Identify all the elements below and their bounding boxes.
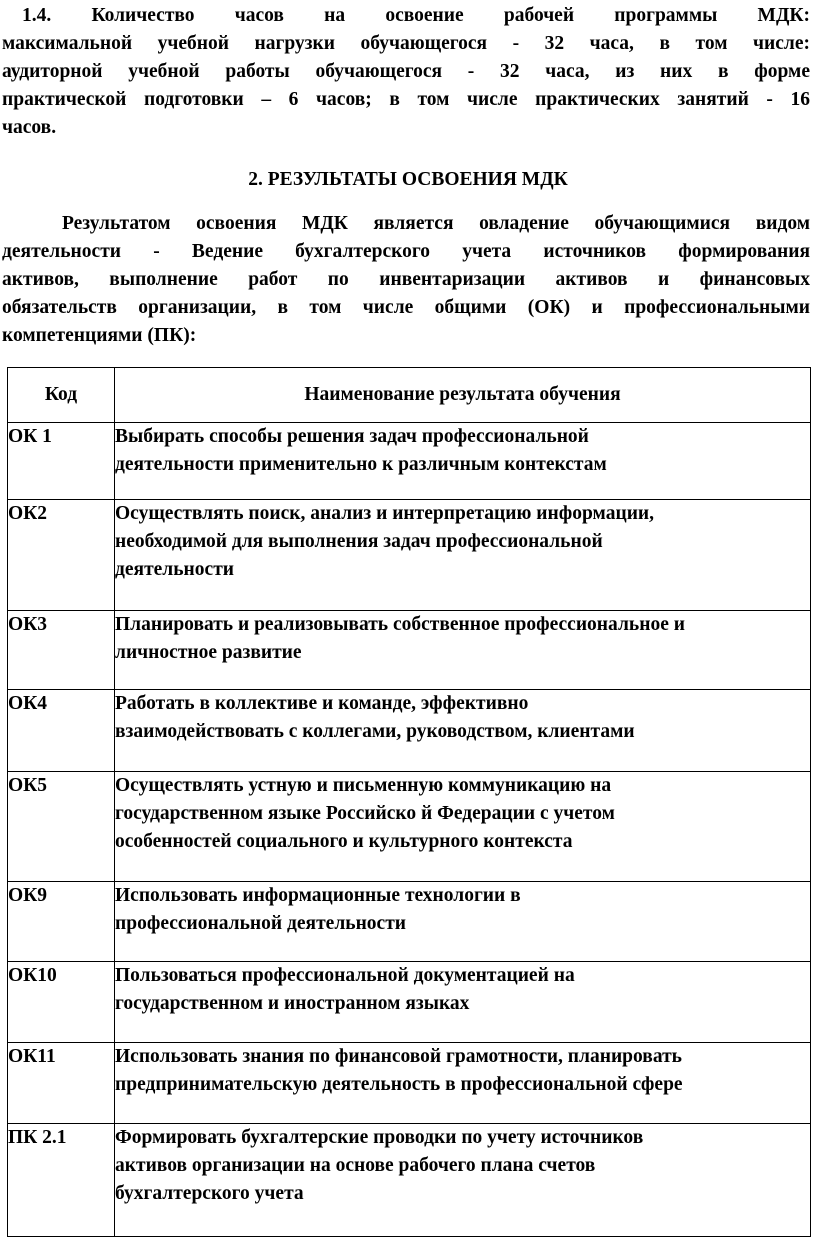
section-heading: 2. РЕЗУЛЬТАТЫ ОСВОЕНИЯ МДК xyxy=(248,169,568,190)
row-result xyxy=(115,500,811,611)
row-result xyxy=(115,772,811,882)
table-row xyxy=(8,423,811,500)
row-code: ОК9 xyxy=(8,882,115,962)
row-result-line: Формировать бухгалтерские проводки по учету источников xyxy=(115,1127,644,1148)
row-result-line: Осуществлять устную и письменную коммуникацию на xyxy=(115,775,612,796)
intro-paragraph xyxy=(2,2,810,142)
row-code: ОК3 xyxy=(8,611,115,690)
row-result-line: Пользоваться профессиональной документацией на xyxy=(115,965,575,986)
row-result-line: Выбирать способы решения задач профессиональной xyxy=(115,426,589,447)
results-line: активов, выполнение работ по инвентаризации активов и финансовых xyxy=(2,269,810,290)
row-result xyxy=(115,423,811,500)
intro-line: практической подготовки – 6 часов; в том числе практических занятий - 16 xyxy=(2,89,810,110)
table-row xyxy=(8,500,811,611)
row-result-line: взаимодействовать с коллегами, руководством, клиентами xyxy=(115,721,635,742)
row-result-line: государственном и иностранном языках xyxy=(115,993,470,1014)
row-result xyxy=(115,1043,811,1124)
header-result-name: Наименование результата обучения xyxy=(115,368,811,423)
intro-line: 1.4. Количество часов на освоение рабочей программы МДК: xyxy=(22,5,810,26)
table-header-row xyxy=(8,368,811,423)
intro-line: максимальной учебной нагрузки обучающегося - 32 часа, в том числе: xyxy=(2,33,810,54)
row-result-line: бухгалтерского учета xyxy=(115,1183,304,1204)
intro-line: аудиторной учебной работы обучающегося - 32 часа, из них в форме xyxy=(2,61,810,82)
row-result-line: особенностей социального и культурного контекста xyxy=(115,831,573,852)
table-row xyxy=(8,611,811,690)
row-code: ОК2 xyxy=(8,500,115,611)
row-code: ОК10 xyxy=(8,962,115,1043)
table-row xyxy=(8,962,811,1043)
row-result-line: профессиональной деятельности xyxy=(115,913,407,934)
table-row xyxy=(8,1043,811,1124)
results-line: деятельности - Ведение бухгалтерского учета источников формирования xyxy=(2,241,810,262)
row-code: ОК 1 xyxy=(8,423,115,500)
row-result-line: деятельности xyxy=(115,559,235,580)
row-result-line: предпринимательскую деятельность в профессиональной сфере xyxy=(115,1074,683,1095)
results-paragraph xyxy=(2,210,810,350)
results-line: компетенциями (ПК): xyxy=(2,325,197,346)
row-result-line: Осуществлять поиск, анализ и интерпретацию информации, xyxy=(115,503,655,524)
row-result-line: Планировать и реализовывать собственное профессиональное и xyxy=(115,614,685,635)
row-result-line: Использовать информационные технологии в xyxy=(115,885,521,906)
row-result-line: личностное развитие xyxy=(115,642,302,663)
table-row xyxy=(8,1124,811,1237)
row-code: ПК 2.1 xyxy=(8,1124,115,1237)
row-result xyxy=(115,611,811,690)
row-result-line: активов организации на основе рабочего плана счетов xyxy=(115,1155,596,1176)
header-code: Код xyxy=(8,368,115,423)
table-row xyxy=(8,772,811,882)
row-result-line: деятельности применительно к различным контекстам xyxy=(115,454,607,475)
competencies-table xyxy=(7,367,811,1237)
row-code: ОК5 xyxy=(8,772,115,882)
row-result-line: Использовать знания по финансовой грамотности, планировать xyxy=(115,1046,682,1067)
table-row xyxy=(8,882,811,962)
row-result-line: Работать в коллективе и команде, эффективно xyxy=(115,693,529,714)
table-row xyxy=(8,690,811,772)
row-code: ОК11 xyxy=(8,1043,115,1124)
results-line: Результатом освоения МДК является овладение обучающимися видом xyxy=(62,213,810,234)
row-code: ОК4 xyxy=(8,690,115,772)
row-result xyxy=(115,962,811,1043)
row-result xyxy=(115,882,811,962)
row-result xyxy=(115,1124,811,1237)
intro-line: часов. xyxy=(2,117,57,138)
row-result xyxy=(115,690,811,772)
row-result-line: государственном языке Российско й Федерации с учетом xyxy=(115,803,615,824)
results-line: обязательств организации, в том числе общими (ОК) и профессиональными xyxy=(2,297,810,318)
row-result-line: необходимой для выполнения задач профессиональной xyxy=(115,531,603,552)
